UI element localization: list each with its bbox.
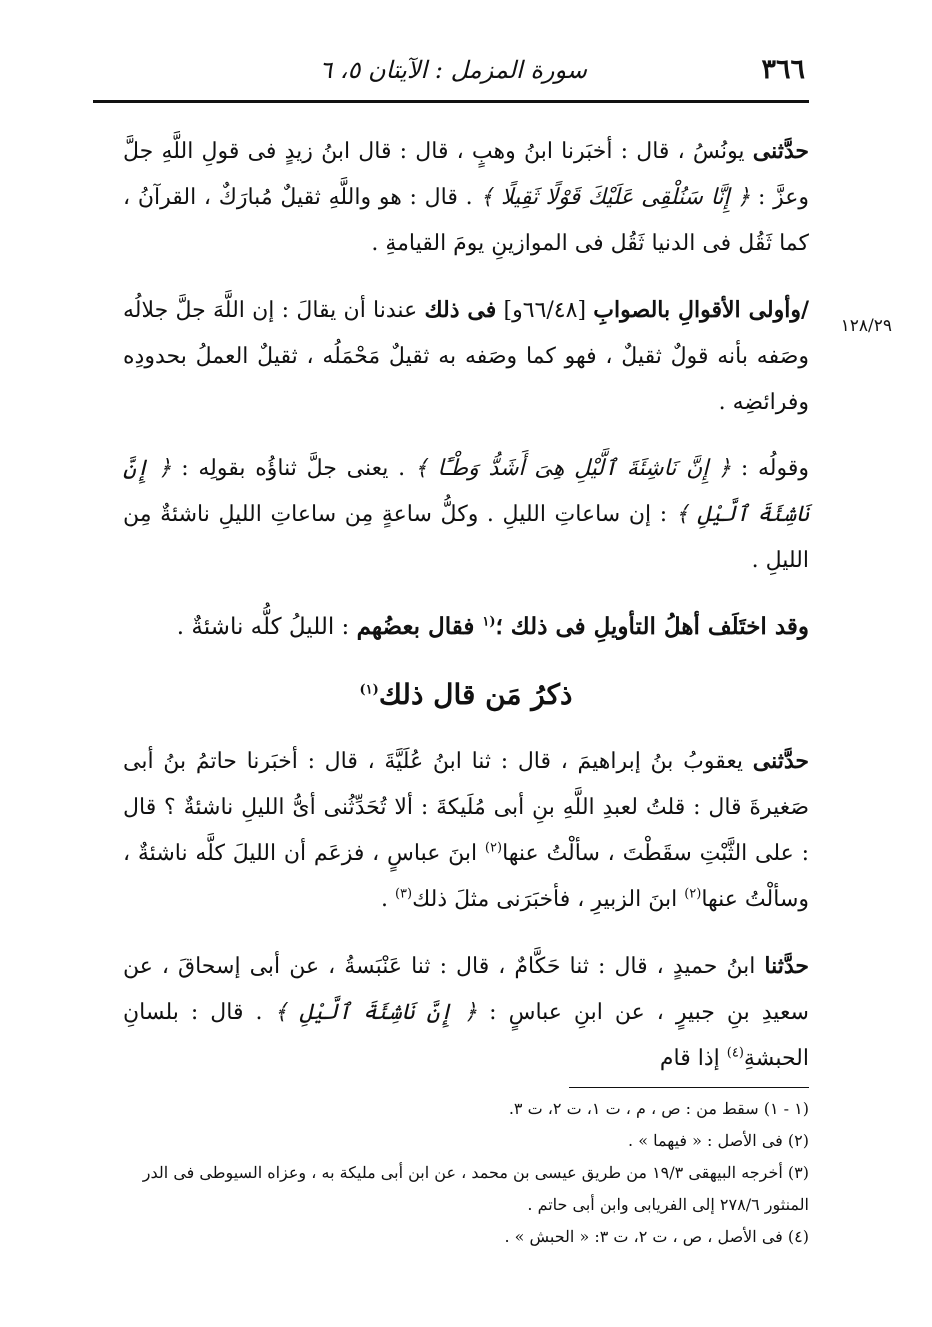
footnote-ref: (٢) [484,840,503,856]
paragraph-bold: وقد اختَلَف أهلُ التأويلِ فى ذلك ؛ [495,613,809,640]
paragraph-text: . يعنى جلَّ ثناؤُه بقولِه : [171,456,415,481]
header-rule [93,100,809,103]
paragraph-text: : إن ساعاتِ الليلِ . وكلُّ ساعةٍ مِن ساعاتِ الليلِ ناشئةٌ مِن الليلِ . [123,502,809,573]
paragraph-text: ابنَ عباسٍ ، فزعَم أن الليلَ كلَّه ناشئةٌ ، وسألْتُ عنها [123,841,809,912]
quran-quote: ﴿ إِنَّا سَنُلْقِى عَلَيْكَ قَوْلًا ثَقِيلًا ﴾ [480,185,751,210]
paragraph-lead: حدَّثنا [764,953,809,979]
footnote-2: (٢) فى الأصل : « فيهما » . [628,1131,809,1150]
paragraph-text: وقولُه : [731,456,810,481]
page-header [93,50,809,94]
paragraph-6 [123,943,809,1082]
heading-text: ذكرُ مَن قال ذلك [378,678,573,711]
footnote-1: (١ - ١) سقط من : ص ، م ، ت ١، ت ٢، ت ٣. [508,1099,809,1118]
footnotes [123,1093,809,1253]
main-text [123,128,809,1102]
footnote-ref: (٣) [394,886,413,902]
paragraph-text: . [380,887,395,912]
footnote-3: (٣) أخرجه البيهقى ١٩/٣ من طريق عيسى بن محمد ، عن ابن أبى مليكة به ، وعزاه السيوطى فى الدر المنثور ٢٧٨/٦ إلى الفريابى وابن أبى حاتم . [142,1163,809,1214]
footnote-ref: (٢) [684,886,702,902]
page-number: ٣٦٦ [761,54,805,85]
footnote-rule [569,1087,809,1088]
paragraph-lead: حدَّثنى [752,138,809,164]
paragraph-text: يعقوبُ بنُ إبراهيمَ ، قال : ثنا ابنُ عُلَيَّةَ ، قال : أخبَرنا حاتمُ بنُ أبى صَغيرةَ قال : قلتُ لعبدِ اللَّهِ بنِ أبى مُلَيكةَ : ألا تُحَدِّثُنى أىُّ الليلِ ناشئةٌ ؟ قال : على الثَّبْتِ سقَطْتَ ، سألْتُ عنها [123,749,809,866]
paragraph-5 [123,738,809,923]
paragraph-text: ابنَ الزبيرِ ، فأخبَرَنى مثلَ ذلك [412,887,685,912]
paragraph-text: يونُسُ ، قال : أخبَرنا ابنُ وهبٍ ، قال : قال ابنُ زيدٍ فى قولِ اللَّهِ جلَّ وعزَّ : [123,139,809,210]
paragraph-text: إذا قام [659,1046,727,1071]
footnote-4: (٤) فى الأصل ، ص ، ت ٢، ت ٣: « الحبش » . [504,1227,809,1246]
quran-quote: ﴿ إِنَّ نَاشِئَةَ ٱلَّيْلِ ﴾ [123,456,809,527]
quran-quote: ﴿ إِنَّ نَاشِئَةَ ٱلَّيْلِ هِىَ أَشَدُّ وَطْـًٔا ﴾ [414,456,732,481]
paragraph-text: . قال : بلسانِ الحبشةِ [123,1000,809,1071]
margin-reference: ١٢٨/٢٩ [840,316,892,336]
paragraph-text: ابنُ حميدٍ ، قال : ثنا حَكَّامٌ ، قال : ثنا عَنْبَسةُ ، عن أبى إسحاقَ ، عن سعيدِ بنِ جبيرٍ ، عن ابنِ عباسٍ : [123,954,809,1025]
section-heading [123,668,809,722]
paragraph-text: . قال : هو واللَّهِ ثقيلٌ مُبارَكٌ ، القرآنُ ، كما ثَقُل فى الدنيا ثَقُل فى الموازينِ يومَ القيامةِ . [123,185,809,256]
quran-quote: ﴿ إِنَّ نَاشِئَةَ ٱلَّيْلِ ﴾ [274,1000,478,1025]
paragraph-3 [123,446,809,584]
paragraph-text: : الليلُ كلُّه ناشئةٌ . [176,614,357,640]
footnote-ref: (٤) [726,1045,744,1061]
paragraph-lead: /وأولى الأقوالِ بالصوابِ [593,297,810,323]
paragraph-text: عندنا أن يقالَ : إن اللَّهَ جلَّ جلالُه وصَفه بأنه قولٌ ثقيلٌ ، فهو كما وصَفه به ثقيلٌ مَحْمَلُه ، ثقيلٌ العملُ بحدودِه وفرائضِه . [123,298,809,415]
paragraph-lead: حدَّثنى [752,748,809,774]
paragraph-2 [123,287,809,426]
paragraph-bold: فقال بعضُهم [356,613,483,640]
running-title: سورة المزمل : الآيتان ٥، ٦ [319,56,587,84]
footnote-ref: (١ [482,614,496,630]
paragraph-1 [123,128,809,267]
footnote-ref: (١) [359,682,379,698]
manuscript-ref: [٦٦/٤٨و] [496,298,594,323]
paragraph-bold: فى ذلك [424,297,497,323]
paragraph-4 [123,604,809,650]
